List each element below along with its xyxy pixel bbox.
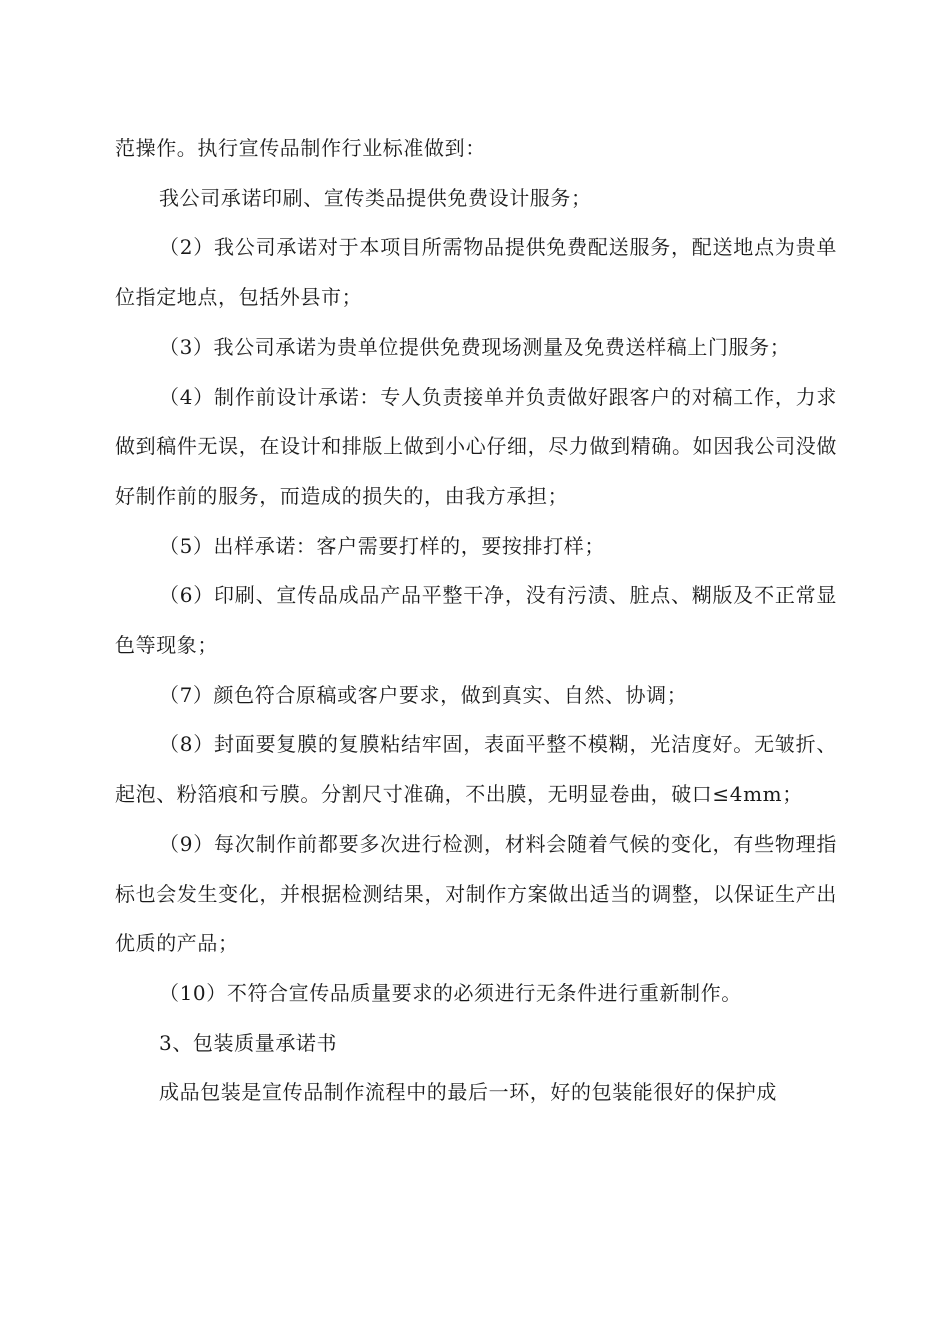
paragraph-item-2: （2）我公司承诺对于本项目所需物品提供免费配送服务，配送地点为贵单位指定地点，包括外县市； [115, 235, 837, 310]
paragraph-intro: 范操作。执行宣传品制作行业标准做到： [115, 136, 486, 160]
paragraph-item-4: （4）制作前设计承诺：专人负责接单并负责做好跟客户的对稿工作，力求做到稿件无误，在设计和排版上做到小心仔细，尽力做到精确。如因我公司没做好制作前的服务，而造成的损失的，由我方承担； [115, 384, 837, 508]
section-heading-packaging: 3、包装质量承诺书 [159, 1030, 338, 1055]
paragraph-item-5: （5）出样承诺：客户需要打样的，要按排打样； [159, 533, 605, 558]
paragraph-item-6: （6）印刷、宣传品成品产品平整干净，没有污渍、脏点、糊版及不正常显色等现象； [115, 583, 837, 658]
paragraph-item-8: （8）封面要复膜的复膜粘结牢固，表面平整不模糊，光洁度好。无皱折、起泡、粉箔痕和亏膜。分割尺寸准确，不出膜，无明显卷曲，破口≤4mm； [115, 732, 837, 807]
paragraph-item-10: （10）不符合宣传品质量要求的必须进行无条件进行重新制作。 [159, 980, 742, 1005]
paragraph-item-3: （3）我公司承诺为贵单位提供免费现场测量及免费送样稿上门服务； [159, 334, 791, 359]
paragraph-item-7: （7）颜色符合原稿或客户要求，做到真实、自然、协调； [159, 682, 688, 707]
paragraph-design-service: 我公司承诺印刷、宣传类品提供免费设计服务； [159, 185, 592, 210]
paragraph-item-9: （9）每次制作前都要多次进行检测，材料会随着气候的变化，有些物理指标也会发生变化，并根据检测结果，对制作方案做出适当的调整，以保证生产出优质的产品； [115, 831, 837, 956]
document-body [115, 124, 837, 1118]
paragraph-packaging-intro: 成品包装是宣传品制作流程中的最后一环，好的包装能很好的保护成 [159, 1080, 777, 1105]
